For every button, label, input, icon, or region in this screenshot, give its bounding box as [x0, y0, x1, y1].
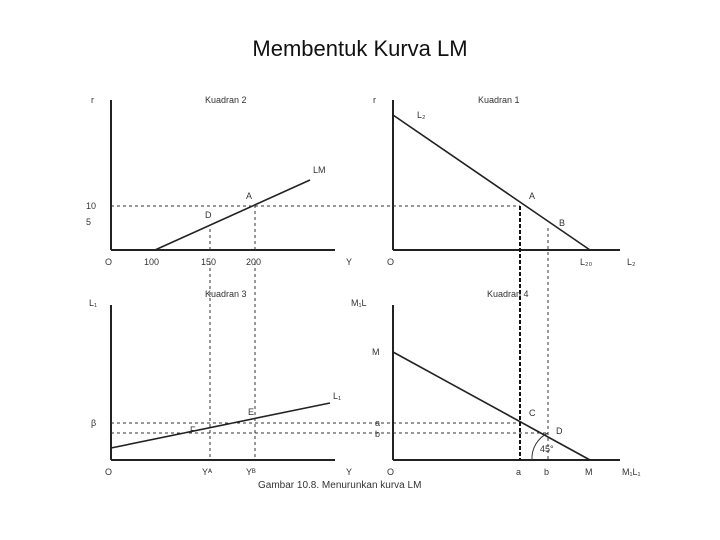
q1-title: Kuadran 1	[478, 95, 520, 105]
q4-x-label: M₁L₁	[622, 467, 641, 477]
q4-x-tick-b: b	[544, 467, 550, 477]
q1-l2-curve	[393, 115, 590, 250]
q1-point-b: B	[559, 218, 566, 228]
q2-point-a: A	[246, 191, 253, 201]
q4-x-end: M	[585, 467, 593, 477]
q3-origin: O	[105, 467, 113, 477]
q4-angle: 45°	[540, 444, 554, 454]
q3-tick-ya: Yᴬ	[202, 467, 213, 477]
q2-tick-100: 100	[144, 257, 160, 267]
q1-x-label: L₂	[627, 257, 636, 267]
q1-origin: O	[387, 257, 395, 267]
slide-title: Membentuk Kurva LM	[252, 36, 468, 61]
q2-title: Kuadran 2	[205, 95, 247, 105]
q1-y-label: r	[373, 95, 376, 105]
q4-y-label: M₁L	[351, 298, 367, 308]
q4-title: Kuadran 4	[487, 289, 529, 299]
q3-point-f: F	[190, 425, 196, 435]
q4-m-curve	[393, 352, 590, 460]
q4-point-c: C	[529, 408, 536, 418]
q2-y-label: r	[91, 95, 94, 105]
q4-origin: O	[387, 467, 395, 477]
q3-tick-yb: Yᴮ	[246, 467, 256, 477]
quadrant-2	[86, 95, 352, 267]
q3-beta-tick: β	[91, 418, 97, 428]
q3-title: Kuadran 3	[205, 289, 247, 299]
q1-curve-label: L₂	[417, 110, 426, 120]
q2-tick-150: 150	[201, 257, 217, 267]
q1-point-a: A	[529, 191, 536, 201]
q2-x-label: Y	[346, 257, 353, 267]
q3-y-label: L₁	[89, 298, 98, 308]
q2-tick-200: 200	[246, 257, 262, 267]
q4-x-tick-a: a	[516, 467, 522, 477]
q2-point-d: D	[205, 210, 212, 220]
q2-r-low: 5	[86, 217, 92, 227]
q2-lm-curve	[155, 180, 310, 250]
q3-l1-curve	[111, 403, 330, 448]
q2-origin: O	[105, 257, 113, 267]
q3-point-e: E	[248, 407, 255, 417]
q2-r-high: 10	[86, 201, 97, 211]
quadrant-4	[111, 206, 641, 477]
q4-y-tick-a: a	[375, 418, 381, 428]
figure-caption: Gambar 10.8. Menurunkan kurva LM	[258, 480, 422, 491]
q1-x-end: L₂₀	[580, 257, 593, 267]
quadrant-1	[111, 95, 636, 267]
q3-curve-label: L₁	[333, 391, 342, 401]
quadrant-3	[89, 262, 520, 477]
q4-y-top: M	[372, 347, 380, 357]
q4-point-d: D	[556, 426, 563, 436]
q4-y-tick-b: b	[375, 429, 381, 439]
q2-curve-label: LM	[313, 165, 326, 175]
q3-x-label: Y	[346, 467, 353, 477]
